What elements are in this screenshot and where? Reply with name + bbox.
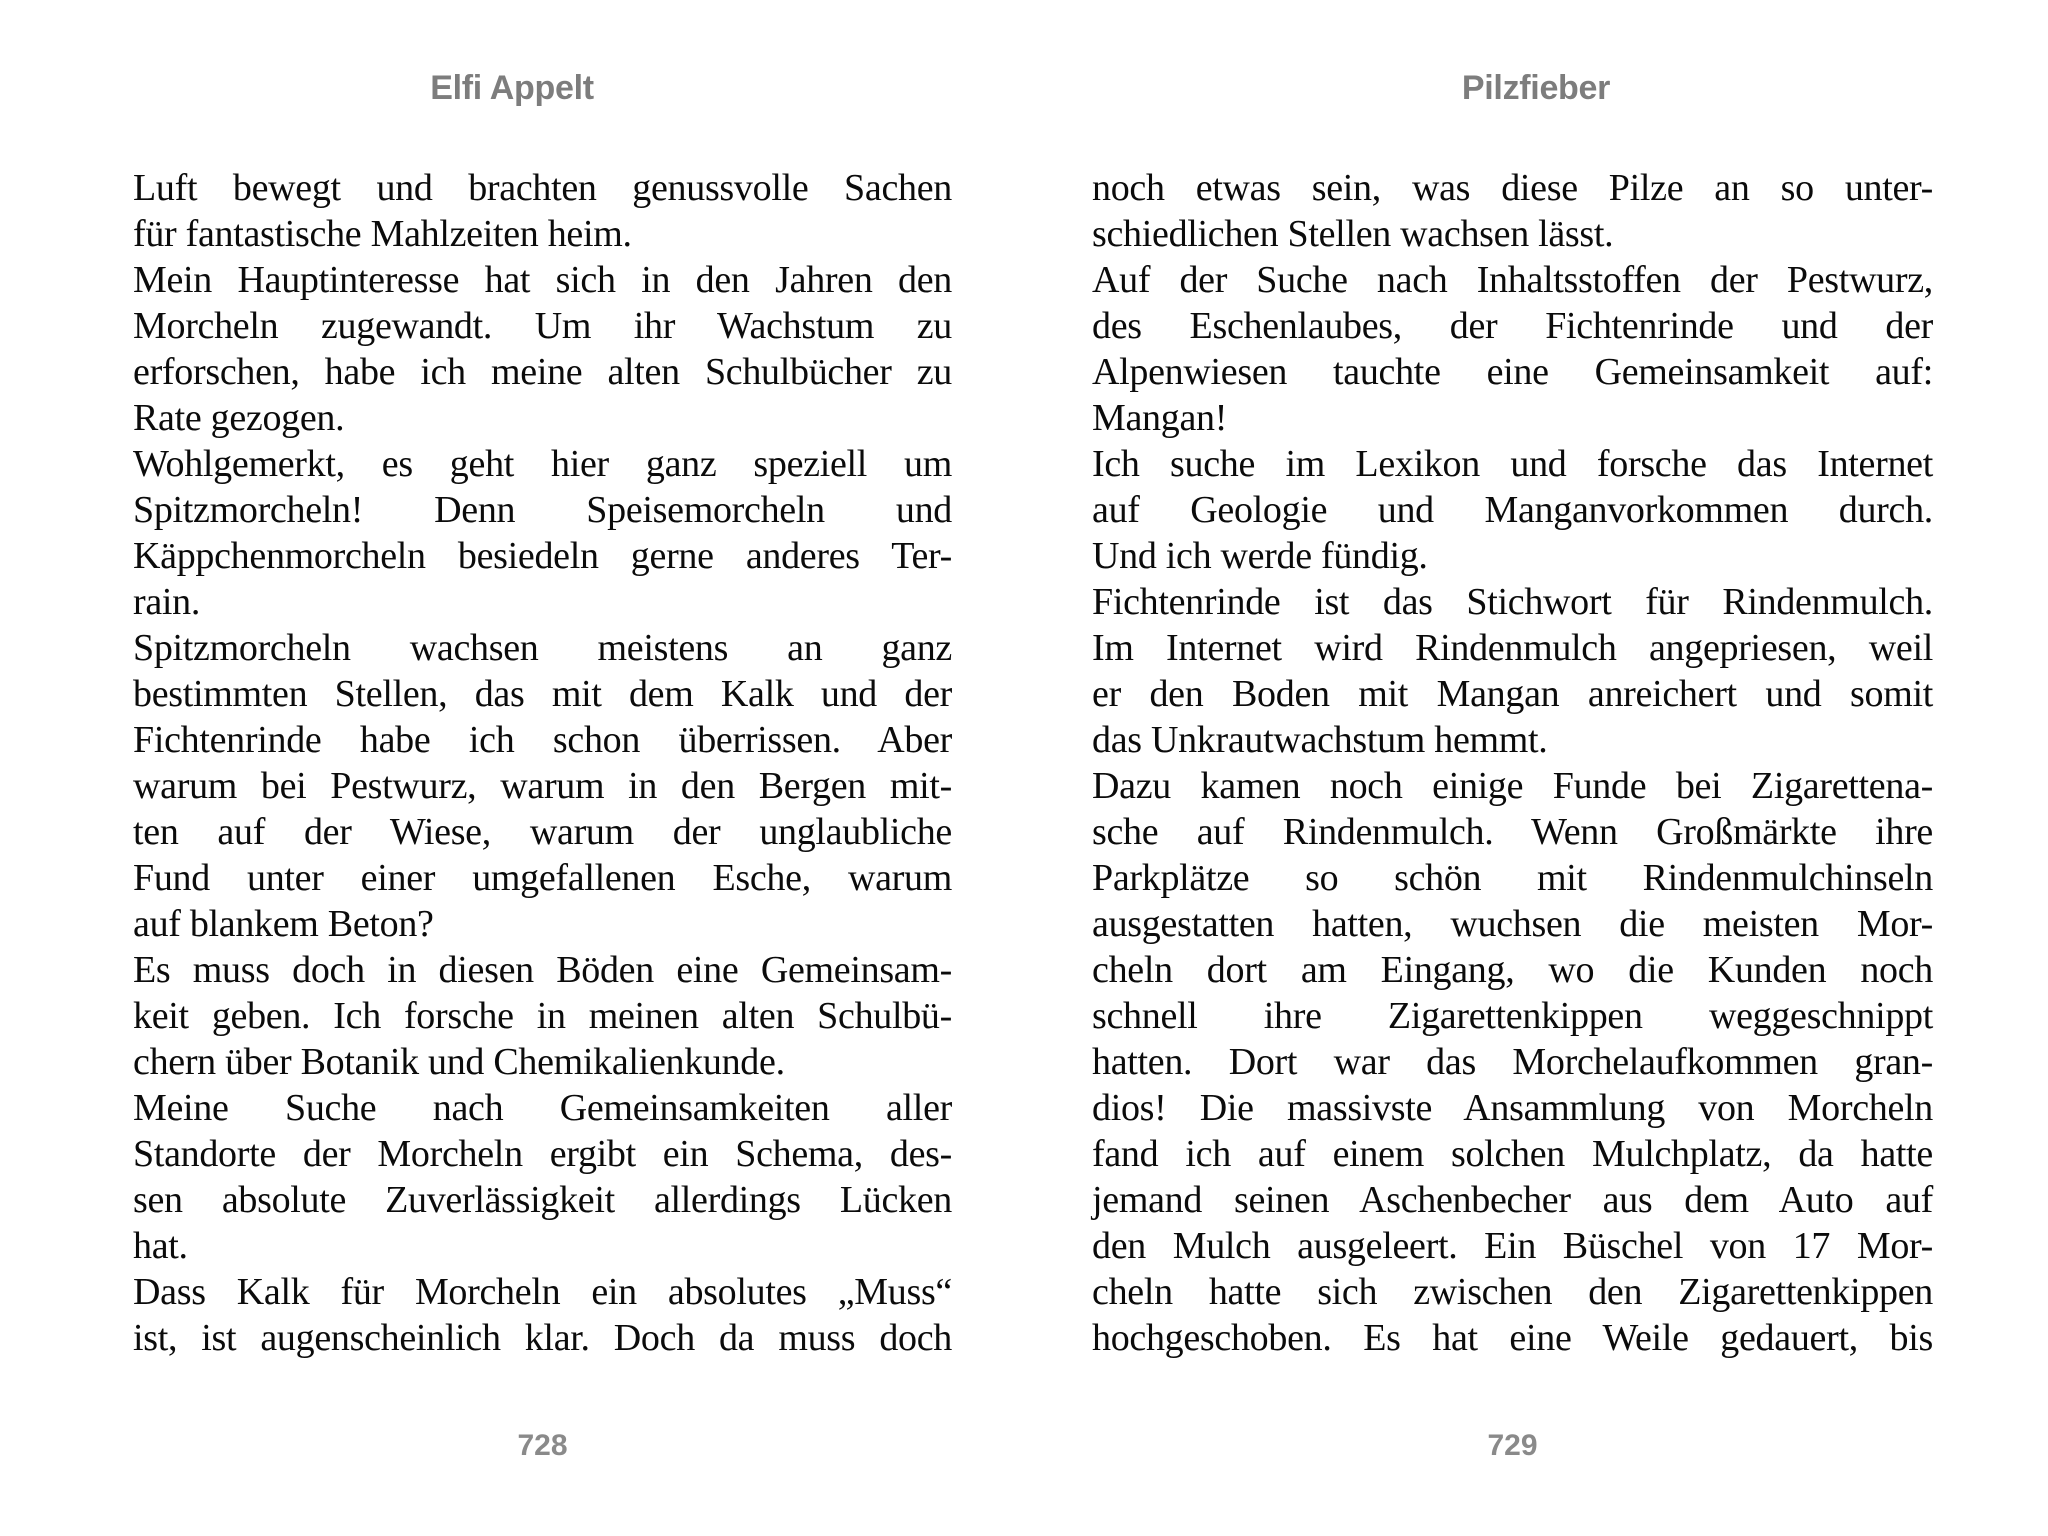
text-line: bestimmten Stellen, das mit dem Kalk und der (133, 673, 952, 715)
text-line: ausgestatten hatten, wuchsen die meisten Mor- (1092, 903, 1933, 945)
text-line: Standorte der Morcheln ergibt ein Schema, des- (133, 1133, 952, 1175)
text-line: Und ich werde fündig. (1092, 535, 1428, 577)
text-line: sche auf Rindenmulch. Wenn Großmärkte ihre (1092, 811, 1933, 853)
text-line: Spitzmorcheln wachsen meistens an ganz (133, 627, 952, 669)
text-line: erforschen, habe ich meine alten Schulbücher zu (133, 351, 952, 393)
text-line: Spitzmorcheln! Denn Speisemorcheln und (133, 489, 952, 531)
text-line: hat. (133, 1225, 188, 1267)
text-line: sen absolute Zuverlässigkeit allerdings Lücken (133, 1179, 952, 1221)
text-line: jemand seinen Aschenbecher aus dem Auto auf (1092, 1179, 1933, 1221)
page-number-left: 728 (517, 1429, 568, 1462)
page-text-column-right (1092, 165, 1933, 1361)
text-line: warum bei Pestwurz, warum in den Bergen mit- (133, 765, 952, 807)
text-line: cheln hatte sich zwischen den Zigarettenkippen (1092, 1271, 1933, 1313)
text-line: Luft bewegt und brachten genussvolle Sachen (133, 167, 952, 209)
text-line: das Unkrautwachstum hemmt. (1092, 719, 1548, 761)
text-line: hochgeschoben. Es hat eine Weile gedauert, bis (1092, 1317, 1933, 1359)
page-number-right: 729 (1487, 1429, 1538, 1462)
text-line: chern über Botanik und Chemikalienkunde. (133, 1041, 785, 1083)
text-line: Ich suche im Lexikon und forsche das Internet (1092, 443, 1933, 485)
text-line: noch etwas sein, was diese Pilze an so unter- (1092, 167, 1933, 209)
text-line: Fund unter einer umgefallenen Esche, warum (133, 857, 952, 899)
text-line: Fichtenrinde ist das Stichwort für Rindenmulch. (1092, 581, 1933, 623)
text-line: ten auf der Wiese, warum der unglaubliche (133, 811, 952, 853)
text-line: auf blankem Beton? (133, 903, 434, 945)
text-line: keit geben. Ich forsche in meinen alten Schulbü- (133, 995, 952, 1037)
text-line: Dass Kalk für Morcheln ein absolutes „Muss“ (133, 1271, 952, 1313)
text-line: Alpenwiesen tauchte eine Gemeinsamkeit auf: (1092, 351, 1933, 393)
text-line: den Mulch ausgeleert. Ein Büschel von 17 Mor- (1092, 1225, 1933, 1267)
text-line: Morcheln zugewandt. Um ihr Wachstum zu (133, 305, 952, 347)
text-line: hatten. Dort war das Morchelaufkommen gran- (1092, 1041, 1933, 1083)
text-line: Auf der Suche nach Inhaltsstoffen der Pestwurz, (1092, 259, 1933, 301)
text-line: Rate gezogen. (133, 397, 345, 439)
page-right-tap-area[interactable] (1024, 0, 2048, 1536)
text-line: Meine Suche nach Gemeinsamkeiten aller (133, 1087, 952, 1129)
text-line: für fantastische Mahlzeiten heim. (133, 213, 632, 255)
text-line: Mein Hauptinteresse hat sich in den Jahren den (133, 259, 952, 301)
text-line: schiedlichen Stellen wachsen lässt. (1092, 213, 1614, 255)
text-line: rain. (133, 581, 201, 623)
text-line: schnell ihre Zigarettenkippen weggeschnippt (1092, 995, 1933, 1037)
text-line: Fichtenrinde habe ich schon überrissen. Aber (133, 719, 952, 761)
text-line: des Eschenlaubes, der Fichtenrinde und der (1092, 305, 1933, 347)
text-line: Dazu kamen noch einige Funde bei Zigarettena- (1092, 765, 1933, 807)
text-line: Käppchenmorcheln besiedeln gerne anderes Ter- (133, 535, 952, 577)
text-line: dios! Die massivste Ansammlung von Morcheln (1092, 1087, 1933, 1129)
text-line: Mangan! (1092, 397, 1228, 439)
text-line: fand ich auf einem solchen Mulchplatz, da hatte (1092, 1133, 1933, 1175)
page-header-book-title: Pilzfieber (1461, 69, 1611, 107)
text-line: cheln dort am Eingang, wo die Kunden noch (1092, 949, 1933, 991)
page-text-column-left (133, 165, 952, 1361)
text-line: er den Boden mit Mangan anreichert und somit (1092, 673, 1933, 715)
text-line: ist, ist augenscheinlich klar. Doch da muss doch (133, 1317, 952, 1359)
text-line: Wohlgemerkt, es geht hier ganz speziell um (133, 443, 952, 485)
text-line: Es muss doch in diesen Böden eine Gemeinsam- (133, 949, 952, 991)
page-header-author: Elfi Appelt (430, 69, 594, 107)
text-line: auf Geologie und Manganvorkommen durch. (1092, 489, 1933, 531)
text-line: Im Internet wird Rindenmulch angepriesen, weil (1092, 627, 1933, 669)
text-line: Parkplätze so schön mit Rindenmulchinseln (1092, 857, 1933, 899)
